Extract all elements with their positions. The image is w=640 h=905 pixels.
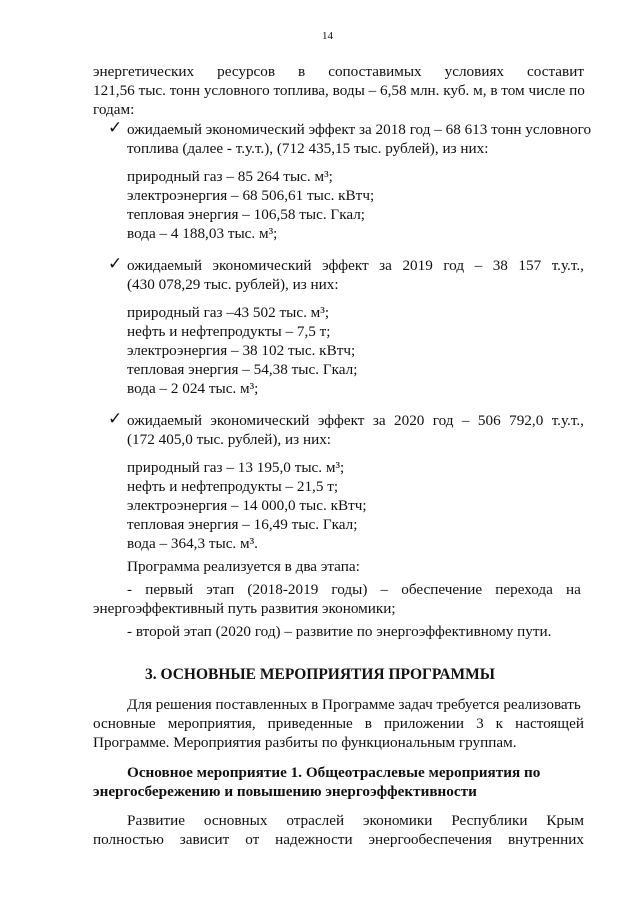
measure-1-para-line-1 — [127, 811, 584, 830]
effect-2019-line2: (430 078,29 тыс. рублей), из них: — [127, 276, 339, 293]
word: 2019 — [402, 257, 433, 274]
intro-line-2: 121,56 тыс. тонн условного топлива, воды – 6,58 млн. куб. м, в том числе по — [93, 82, 585, 99]
resource-2020-oil: нефть и нефтепродукты – 21,5 т; — [127, 478, 339, 495]
measure-1-title-line-1: Основное мероприятие 1. Общеотраслевые мероприятия по — [127, 764, 541, 781]
word: основных — [203, 812, 268, 829]
word: приведенные — [267, 715, 353, 732]
word: 38 — [492, 257, 508, 274]
resource-2018-gas: природный газ – 85 264 тыс. м³; — [127, 168, 333, 185]
word: зависит — [179, 831, 230, 848]
word: год — [432, 412, 454, 429]
section-para-line-2 — [93, 714, 584, 733]
word: - — [127, 581, 133, 598]
word: 792,0 — [509, 412, 544, 429]
effect-2020-line2: (172 405,0 тыс. рублей), из них: — [127, 431, 332, 448]
effect-2020-head — [127, 411, 584, 430]
word: за — [379, 257, 392, 274]
word: 2020 — [394, 412, 425, 429]
word: эффект — [322, 257, 369, 274]
section-para-line-3: Программе. Мероприятия разбиты по функциональным группам. — [93, 734, 517, 751]
resource-2019-electricity: электроэнергия – 38 102 тыс. кВтч; — [127, 342, 356, 359]
section-para-line-1: Для решения поставленных в Программе задач требуется реализовать — [127, 696, 581, 713]
word: год — [443, 257, 465, 274]
resource-2018-heat: тепловая энергия – 106,58 тыс. Гкал; — [127, 206, 366, 223]
word: надежности — [275, 831, 353, 848]
word: на — [566, 581, 581, 598]
word: этап — [206, 581, 235, 598]
stage-1-line-2: энергоэффективный путь развития экономики; — [93, 600, 396, 617]
effect-2019-head — [127, 256, 584, 275]
resource-2020-water: вода – 364,3 тыс. м³. — [127, 535, 258, 552]
measure-1-para-line-2 — [93, 830, 584, 849]
stages-intro: Программа реализуется в два этапа: — [127, 558, 360, 575]
word: ожидаемый — [127, 412, 202, 429]
word: перехода — [495, 581, 553, 598]
word: к — [495, 715, 504, 732]
word: экономический — [210, 412, 310, 429]
check-mark-icon: ✓ — [108, 254, 123, 273]
resource-2019-oil: нефть и нефтепродукты – 7,5 т; — [127, 323, 331, 340]
word: основные — [93, 715, 156, 732]
word: – — [461, 412, 470, 429]
word: т.у.т., — [551, 412, 584, 429]
word: за — [372, 412, 386, 429]
word: (2018-2019 — [247, 581, 319, 598]
word: экономики — [363, 812, 433, 829]
word: годы) — [331, 581, 368, 598]
resource-2020-gas: природный газ – 13 195,0 тыс. м³; — [127, 459, 345, 476]
word: экономический — [212, 257, 312, 274]
word: энергообеспечения — [368, 831, 493, 848]
word: – — [380, 581, 389, 598]
resource-2020-heat: тепловая энергия – 16,49 тыс. Гкал; — [127, 516, 358, 533]
section-title: 3. ОСНОВНЫЕ МЕРОПРИЯТИЯ ПРОГРАММЫ — [144, 666, 496, 683]
word: составит — [527, 63, 584, 80]
word: ожидаемый — [127, 257, 202, 274]
word: мероприятия, — [167, 715, 256, 732]
word: сопоставимых — [328, 63, 422, 80]
check-mark-icon: ✓ — [108, 118, 123, 137]
word: внутренних — [507, 831, 584, 848]
word: – — [474, 257, 483, 274]
word: 506 — [477, 412, 501, 429]
resource-2020-electricity: электроэнергия – 14 000,0 тыс. кВтч; — [127, 497, 367, 514]
intro-line-1 — [93, 62, 584, 81]
word: ресурсов — [217, 63, 276, 80]
word: 3 — [476, 715, 484, 732]
word: отраслей — [286, 812, 345, 829]
word: в — [364, 715, 372, 732]
resource-2019-water: вода – 2 024 тыс. м³; — [127, 380, 259, 397]
word: настоящей — [515, 715, 584, 732]
stage-2: - второй этап (2020 год) – развитие по энергоэффективному пути. — [127, 623, 552, 640]
intro-line-3: годам: — [93, 101, 135, 118]
stage-1-line-1 — [127, 580, 581, 599]
word: 157 — [518, 257, 542, 274]
effect-2018-line2: топлива (далее - т.у.т.), (712 435,15 тыс. рублей), из них: — [127, 140, 489, 157]
word: от — [245, 831, 260, 848]
word: Крым — [546, 812, 584, 829]
measure-1-title-line-2: энергосбережению и повышению энергоэффективности — [93, 783, 477, 800]
word: в — [298, 63, 306, 80]
word: полностью — [93, 831, 164, 848]
word: первый — [145, 581, 194, 598]
resource-2019-heat: тепловая энергия – 54,38 тыс. Гкал; — [127, 361, 358, 378]
word: обеспечение — [401, 581, 483, 598]
resource-2019-gas: природный газ –43 502 тыс. м³; — [127, 304, 330, 321]
word: приложении — [383, 715, 465, 732]
resource-2018-water: вода – 4 188,03 тыс. м³; — [127, 225, 278, 242]
word: Республики — [451, 812, 528, 829]
word: условиях — [444, 63, 505, 80]
word: энергетических — [93, 63, 195, 80]
word: Развитие — [127, 812, 185, 829]
word: эффект — [317, 412, 365, 429]
word: т.у.т., — [551, 257, 584, 274]
page-number: 14 — [322, 30, 333, 42]
resource-2018-electricity: электроэнергия – 68 506,61 тыс. кВтч; — [127, 187, 375, 204]
check-mark-icon: ✓ — [108, 409, 123, 428]
effect-2018-head: ожидаемый экономический эффект за 2018 год – 68 613 тонн условного — [127, 121, 592, 138]
